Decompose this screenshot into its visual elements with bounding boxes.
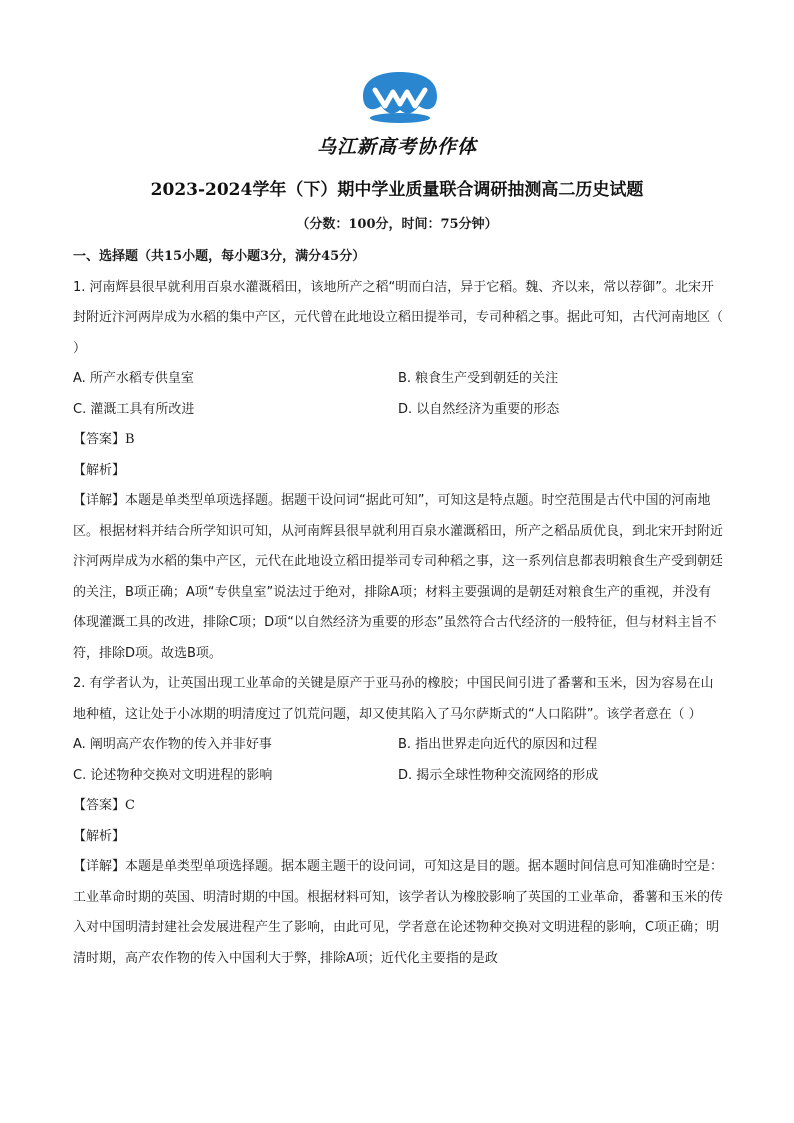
question-2-analysis-label: 【解析】 xyxy=(73,828,126,844)
question-2-detail: 【详解】本题是单类型单项选择题。据本题主题干的设问词，可知这是目的题。据本题时间信息可知准确时空是：工业革命时期的英国、明清时期的中国。根据材料可知，该学者认为橡胶影响了英国的工业革命，番薯和玉米的传入对中国明清封建社会发展进程产生了影响，由此可见，学者意在论述物种交换对文明进程的影响，C项正确；明清时期，高产农作物的传入中国利大于弊，排除A项；近代化主要指的是政 xyxy=(73,859,724,966)
exam-subtitle: （分数：100分，时间：75分钟） xyxy=(296,217,498,232)
question-1-answer: 【答案】B xyxy=(73,432,135,447)
option-d: D. 揭示全球性物种交流网络的形成 xyxy=(398,767,599,783)
option-c: C. 灌溉工具有所改进 xyxy=(73,401,195,417)
brand-logo-icon xyxy=(355,70,445,126)
question-1-detail: 【详解】本题是单类型单项选择题。据题干设问词“据此可知”，可知这是特点题。时空范围是古代中国的河南地区。根据材料并结合所学知识可知，从河南辉县很早就利用百泉水灌溉稻田，所产之稻品质优良，到北宋开封附近汴河两岸成为水稻的集中产区，元代在此地设立稻田提举司专司种稻之事，这一系列信息都表明粮食生产受到朝廷的关注，B项正确；A项“专供皇室”说法过于绝对，排除A项；材料主要强调的是朝廷对粮食生产的重视，并没有体现灌溉工具的改进，排除C项；D项“以自然经济为重要的形态”虽然符合古代经济的一般特征，但与材料主旨不符，排除D项。故选B项。 xyxy=(73,493,724,661)
option-a: A. 阐明高产农作物的传入并非好事 xyxy=(73,737,272,752)
option-d: D. 以自然经济为重要的形态 xyxy=(398,401,560,417)
question-1-analysis-label: 【解析】 xyxy=(73,462,126,478)
question-1-stem: 1. 河南辉县很早就利用百泉水灌溉稻田，该地所产之稻“明而白洁，异于它稻。魏、齐以来，常以荐御”。北宋开封附近汴河两岸成为水稻的集中产区，元代曾在此地设立稻田提举司，专司种稻之事。据此可知，古代河南地区（ ） xyxy=(73,279,724,356)
brand-name: 乌江新高考协作体 xyxy=(316,136,477,158)
option-b: B. 指出世界走向近代的原因和过程 xyxy=(398,737,598,752)
option-b: B. 粮食生产受到朝廷的关注 xyxy=(398,371,559,386)
option-a: A. 所产水稻专供皇室 xyxy=(73,371,194,386)
section-heading: 一、选择题（共15小题，每小题3分，满分45分） xyxy=(73,249,366,264)
option-c: C. 论述物种交换对文明进程的影响 xyxy=(73,767,273,783)
question-2-answer: 【答案】C xyxy=(73,798,135,813)
exam-content xyxy=(73,242,723,974)
exam-title: 2023-2024学年（下）期中学业质量联合调研抽测高二历史试题 xyxy=(150,180,644,200)
question-2-options xyxy=(73,730,723,791)
question-2-stem: 2. 有学者认为，让英国出现工业革命的关键是原产于亚马孙的橡胶；中国民间引进了番薯和玉米，因为容易在山地种植，这让处于小冰期的明清度过了饥荒问题，却又使其陷入了马尔萨斯式的“人口陷阱”。该学者意在（ ） xyxy=(73,676,714,722)
question-1-options xyxy=(73,364,723,425)
